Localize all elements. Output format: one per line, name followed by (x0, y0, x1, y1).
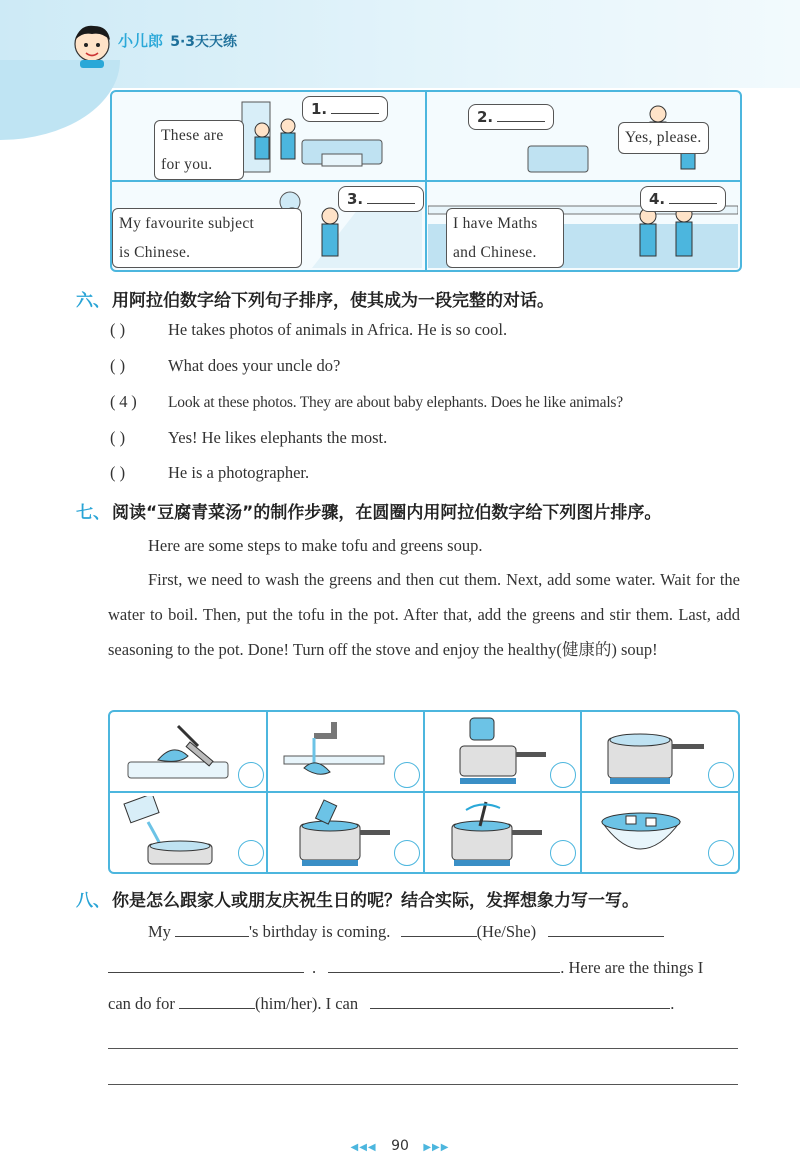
step-order-circle-2[interactable] (394, 762, 420, 788)
answer-bubble-2 (468, 104, 554, 130)
order-item-5 (110, 463, 309, 483)
answer-number-3: 3. (347, 190, 364, 208)
answer-bubble-1 (302, 96, 388, 122)
line3-blank-b[interactable] (370, 992, 670, 1009)
step-order-circle-3[interactable] (550, 762, 576, 788)
name-blank[interactable] (175, 920, 249, 937)
order-blank-1[interactable]: ( ) (110, 320, 126, 339)
line3-blank-a[interactable] (179, 992, 255, 1009)
bubble-yes-please: Yes, please. (618, 122, 709, 154)
order-text-3: Look at these photos. They are about baby elephants. Does he like animals? (168, 394, 623, 411)
step-order-circle-6[interactable] (394, 840, 420, 866)
line3-period: . (670, 994, 675, 1013)
step-order-circle-5[interactable] (238, 840, 264, 866)
line2-text: . Here are the things I (560, 958, 704, 977)
section-7-instruction: 阅读“豆腐青菜汤”的制作步骤，在圆圈内用阿拉伯数字给下列图片排序。 (112, 503, 662, 523)
bubble-1-line1: These are (161, 127, 224, 144)
order-blank-4[interactable]: ( ) (110, 428, 126, 447)
header-wave (0, 60, 120, 140)
step-order-circle-4[interactable] (708, 762, 734, 788)
section-8-number: 八、 (76, 891, 110, 911)
page-footer (0, 1138, 800, 1154)
bubble-favourite-subject (112, 208, 302, 268)
line2-blank-a[interactable] (108, 956, 304, 973)
answer-bubble-4 (640, 186, 726, 212)
step-order-circle-1[interactable] (238, 762, 264, 788)
order-text-5: He is a photographer. (168, 463, 310, 482)
section-8-title (76, 886, 639, 911)
section-8-instruction: 你是怎么跟家人或朋友庆祝生日的呢？结合实际，发挥想象力写一写。 (112, 891, 639, 911)
section-6-number: 六、 (76, 291, 110, 311)
line2-period: . (312, 958, 317, 977)
answer-blank-1[interactable] (331, 99, 379, 114)
writing-line-3 (108, 992, 674, 1014)
page-number: 90 (391, 1138, 409, 1154)
order-item-2 (110, 356, 340, 376)
answer-number-4: 4. (649, 190, 666, 208)
section-6-instruction: 用阿拉伯数字给下列句子排序，使其成为一段完整的对话。 (112, 291, 554, 311)
order-blank-2[interactable]: ( ) (110, 356, 126, 375)
bubble-4-line1: I have Maths (453, 215, 538, 232)
step-order-circle-8[interactable] (708, 840, 734, 866)
order-blank-5[interactable]: ( ) (110, 463, 126, 482)
bubble-4-line2: and Chinese. (453, 244, 537, 261)
recipe-steps-grid (108, 710, 740, 874)
writing-line-1 (148, 920, 664, 942)
line3-text: (him/her). I can (255, 994, 359, 1013)
brand-name: 小儿郎 (118, 32, 164, 50)
recipe-intro: Here are some steps to make tofu and greens soup. (148, 536, 483, 555)
pronoun-blank[interactable] (401, 920, 477, 937)
order-text-2: What does your uncle do? (168, 356, 341, 375)
section-7-title (76, 498, 661, 523)
line1-end-blank[interactable] (548, 920, 664, 937)
answer-number-2: 2. (477, 108, 494, 126)
line2-blank-b[interactable] (328, 956, 560, 973)
left-arrows-icon: ◀◀◀ (350, 1142, 377, 1153)
recipe-body: First, we need to wash the greens and then cut them. Next, add some water. Wait for the water to boil. Then, put the tofu in the pot. After that, add the greens and stir them. Last, add seasoning to the pot. Done! Turn off the stove and enjoy the healthy(健康的) soup! (108, 570, 740, 659)
bubble-1-line2: for you. (161, 156, 213, 173)
writing-rule-1[interactable] (108, 1048, 738, 1049)
order-item-4 (110, 428, 387, 448)
writing-line-2 (108, 956, 703, 978)
line1-prefix: My (148, 922, 171, 941)
answer-blank-4[interactable] (669, 189, 717, 204)
answer-blank-3[interactable] (367, 189, 415, 204)
bubble-these-are-for-you (154, 120, 244, 180)
line3-prefix: can do for (108, 994, 175, 1013)
section-7-number: 七、 (76, 503, 110, 523)
bubble-3-line1: My favourite subject (119, 215, 255, 232)
line1-hint: (He/She) (476, 922, 537, 941)
order-item-1 (110, 320, 507, 340)
answer-number-1: 1. (311, 100, 328, 118)
bubble-3-line2: is Chinese. (119, 244, 191, 261)
right-arrows-icon: ▶▶▶ (423, 1142, 450, 1153)
line1-middle: 's birthday is coming. (249, 922, 391, 941)
bubble-maths-chinese (446, 208, 564, 268)
order-text-1: He takes photos of animals in Africa. He is so cool. (168, 320, 508, 339)
section-6-title (76, 286, 554, 311)
brand-series: 5·3天天练 (170, 34, 238, 50)
writing-rule-2[interactable] (108, 1084, 738, 1085)
order-item-3 (110, 392, 623, 412)
order-text-4: Yes! He likes elephants the most. (168, 428, 388, 447)
grid-divider-horizontal (112, 180, 740, 182)
step-order-circle-7[interactable] (550, 840, 576, 866)
answer-blank-2[interactable] (497, 107, 545, 122)
answer-bubble-3 (338, 186, 424, 212)
order-blank-3[interactable]: ( 4 ) (110, 392, 137, 411)
mascot-boy-icon (70, 22, 114, 68)
picture-grid (110, 90, 742, 272)
brand-title (118, 30, 237, 51)
